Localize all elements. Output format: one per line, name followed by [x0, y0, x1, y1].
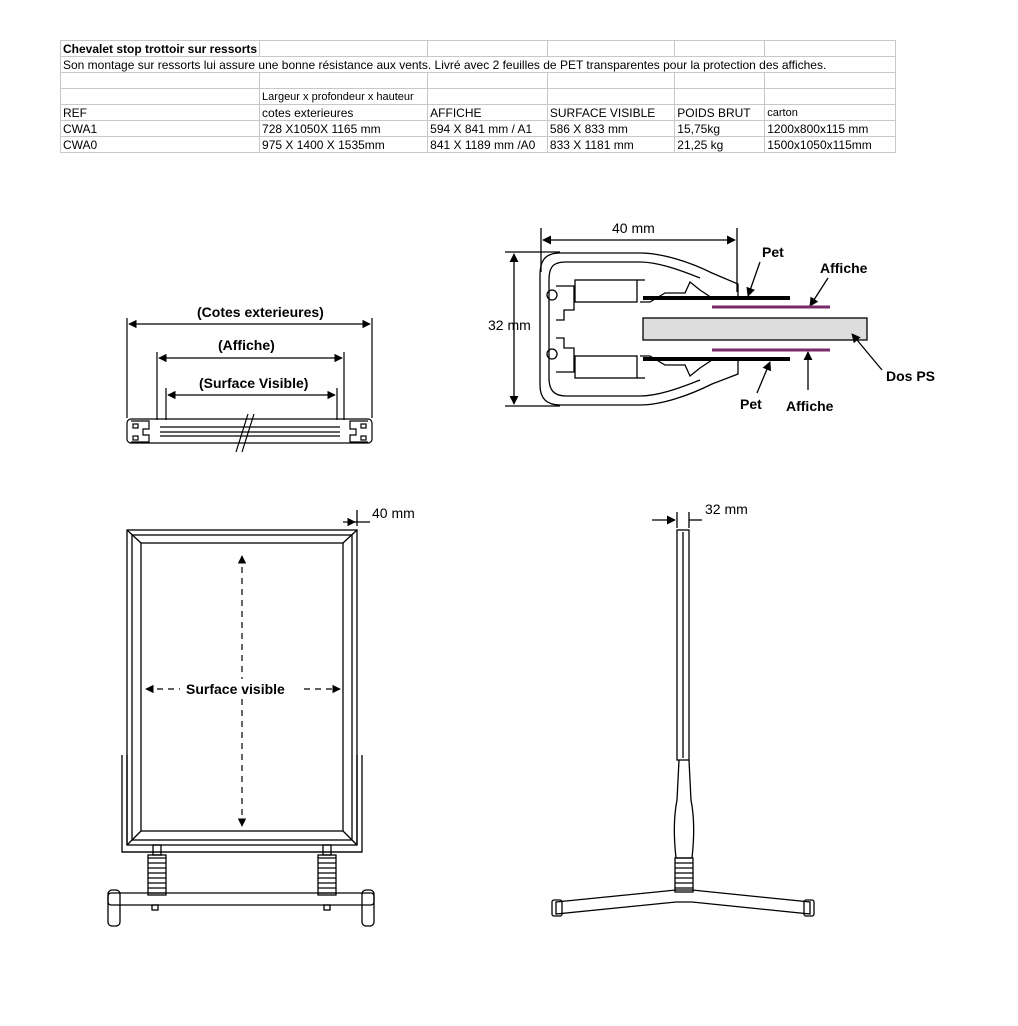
front-view-drawing	[108, 510, 374, 926]
pet-top-label: Pet	[762, 244, 784, 260]
profile-height-label: 32 mm	[488, 317, 531, 333]
pet-bottom-label: Pet	[740, 396, 762, 412]
cell-affiche: 594 X 841 mm / A1	[428, 121, 548, 137]
profile-width-label: 40 mm	[612, 220, 655, 236]
frame-width-label: 40 mm	[372, 505, 415, 521]
side-view-drawing	[552, 512, 814, 916]
col-header-carton: carton	[765, 105, 896, 121]
outer-dimension-label: (Cotes exterieures)	[197, 304, 324, 320]
affiche-top-label: Affiche	[820, 260, 868, 276]
affiche-bottom-label: Affiche	[786, 398, 834, 414]
cell-carton: 1500x1050x115mm	[765, 137, 896, 153]
cell-surface: 833 X 1181 mm	[547, 137, 674, 153]
cell-ref: CWA0	[61, 137, 260, 153]
col-header-ref: REF	[61, 105, 260, 121]
col-header-cotes: cotes exterieures	[260, 105, 428, 121]
side-depth-label: 32 mm	[705, 501, 748, 517]
cell-poids: 21,25 kg	[675, 137, 765, 153]
visible-dimension-label: (Surface Visible)	[199, 375, 309, 391]
col-header-affiche: AFFICHE	[428, 105, 548, 121]
cell-ref: CWA1	[61, 121, 260, 137]
col-header-surface: SURFACE VISIBLE	[547, 105, 674, 121]
cell-carton: 1200x800x115 mm	[765, 121, 896, 137]
surface-visible-label: Surface visible	[186, 681, 285, 697]
poster-dimension-label: (Affiche)	[218, 337, 275, 353]
cell-cotes: 975 X 1400 X 1535mm	[260, 137, 428, 153]
col-header-poids: POIDS BRUT	[675, 105, 765, 121]
cell-poids: 15,75kg	[675, 121, 765, 137]
table-subheader: Largeur x profondeur x hauteur	[260, 89, 428, 105]
table-description: Son montage sur ressorts lui assure une bonne résistance aux vents. Livré avec 2 feuilles de PET transparentes pour la protection des affiches.	[61, 57, 896, 73]
cell-affiche: 841 X 1189 mm /A0	[428, 137, 548, 153]
profile-drawing	[505, 228, 882, 406]
table-title: Chevalet stop trottoir sur ressorts	[61, 41, 260, 57]
cell-cotes: 728 X1050X 1165 mm	[260, 121, 428, 137]
cell-surface: 586 X 833 mm	[547, 121, 674, 137]
dos-ps-label: Dos PS	[886, 368, 936, 384]
